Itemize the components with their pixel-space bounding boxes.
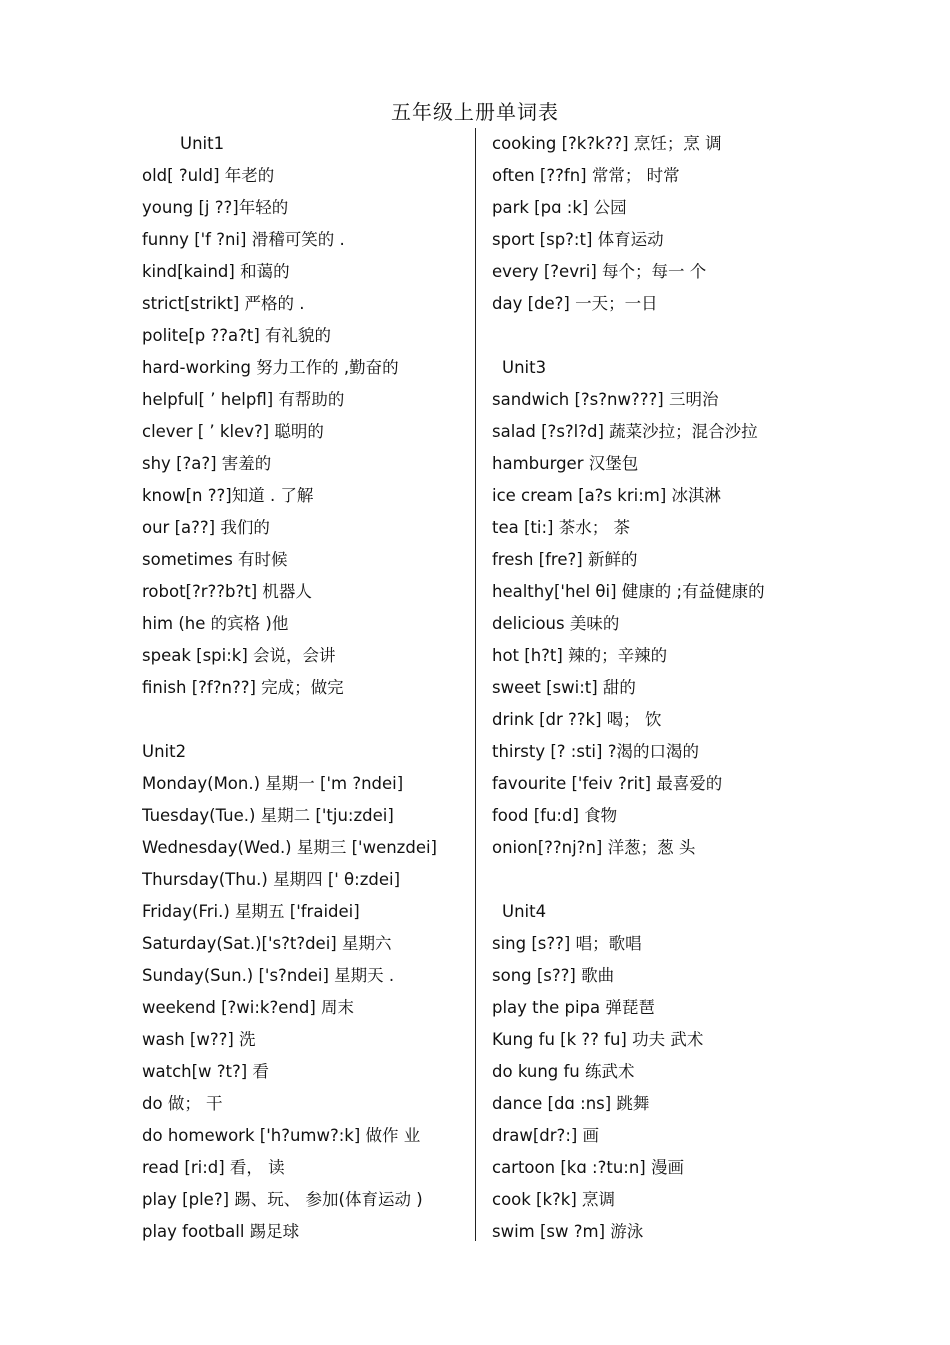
vocab-line: speak [spi:k] 会说，会讲 [142, 646, 336, 665]
vocab-line: ice cream [a?s kri:m] 冰淇淋 [492, 486, 722, 505]
vocab-line: favourite ['feiv ?rit] 最喜爱的 [492, 774, 723, 793]
blank-line [142, 704, 472, 736]
vocab-line: do 做； 干 [142, 1094, 223, 1113]
vocab-line: Sunday(Sun.) ['s?ndei] 星期天 . [142, 966, 395, 985]
vocab-line: tea [ti:] 茶水； 茶 [492, 518, 630, 537]
vocab-line: read [ri:d] 看， 读 [142, 1158, 285, 1177]
vocab-line: sandwich [?s?nw???] 三明治 [492, 390, 719, 409]
vocab-line: hot [h?t] 辣的；辛辣的 [492, 646, 668, 665]
unit-heading: Unit4 [502, 902, 547, 921]
vocab-line: salad [?s?l?d] 蔬菜沙拉；混合沙拉 [492, 422, 758, 441]
vocab-line: cooking [?k?k??] 烹饪；烹 调 [492, 134, 722, 153]
vocab-line: play football 踢足球 [142, 1222, 300, 1241]
vocab-line: Wednesday(Wed.) 星期三 ['wenzdei] [142, 838, 437, 857]
vocab-line: weekend [?wi:k?end] 周末 [142, 998, 355, 1017]
vocab-line: Saturday(Sat.)['s?t?dei] 星期六 [142, 934, 392, 953]
vocab-line: wash [w??] 洗 [142, 1030, 256, 1049]
vocab-line: draw[dr?:] 画 [492, 1126, 600, 1145]
vocab-line: watch[w ?t?] 看 [142, 1062, 269, 1081]
vocab-line: drink [dr ??k] 喝； 饮 [492, 710, 662, 729]
vocab-line: every [?evri] 每个；每一 个 [492, 262, 707, 281]
vocab-line: helpful[ ’ helpfl] 有帮助的 [142, 390, 345, 409]
vocab-line: Thursday(Thu.) 星期四 [' θ:zdei] [142, 870, 401, 889]
vocab-line: cook [k?k] 烹调 [492, 1190, 616, 1209]
vocab-line: sing [s??] 唱；歌唱 [492, 934, 642, 953]
vocab-line: park [pɑ :k] 公园 [492, 198, 627, 217]
vocab-line: thirsty [? :sti] ?渴的口渴的 [492, 742, 699, 761]
vocab-line: food [fu:d] 食物 [492, 806, 618, 825]
vocab-line: funny ['f ?ni] 滑稽可笑的 . [142, 230, 345, 249]
vocab-line: young [j ??]年轻的 [142, 198, 289, 217]
vocab-line: know[n ??]知道 . 了解 [142, 486, 314, 505]
vocab-line: kind[kaind] 和蔼的 [142, 262, 290, 281]
vocab-line: dance [dɑ :ns] 跳舞 [492, 1094, 650, 1113]
vocab-line: sweet [swi:t] 甜的 [492, 678, 636, 697]
vocab-line: robot[?r??b?t] 机器人 [142, 582, 312, 601]
vocab-line: onion[??nj?n] 洋葱；葱 头 [492, 838, 696, 857]
unit-heading: Unit2 [142, 742, 187, 761]
vocab-line: cartoon [kɑ :?tu:n] 漫画 [492, 1158, 684, 1177]
vocab-line: shy [?a?] 害羞的 [142, 454, 272, 473]
vocab-line: sport [sp?:t] 体育运动 [492, 230, 664, 249]
vocab-line: Kung fu [k ?? fu] 功夫 武术 [492, 1030, 704, 1049]
left-column [142, 128, 472, 1248]
vocab-line: him (he 的宾格 )他 [142, 614, 289, 633]
vocab-line: swim [sw ?m] 游泳 [492, 1222, 644, 1241]
vocab-line: hard-working 努力工作的 ,勤奋的 [142, 358, 399, 377]
vocab-line: play the pipa 弹琵琶 [492, 998, 655, 1017]
vocab-line: play [ple?] 踢、玩、 参加(体育运动 ) [142, 1190, 423, 1209]
vocab-line: hamburger 汉堡包 [492, 454, 639, 473]
vocab-line: day [de?] 一天；一日 [492, 294, 658, 313]
vocab-line: our [a??] 我们的 [142, 518, 270, 537]
right-column [492, 128, 892, 1248]
blank-line [492, 320, 892, 352]
vocab-line: finish [?f?n??] 完成；做完 [142, 678, 344, 697]
vocab-line: do homework ['h?umw?:k] 做作 业 [142, 1126, 421, 1145]
unit-heading: Unit1 [180, 134, 225, 153]
vocab-line: Friday(Fri.) 星期五 ['fraidei] [142, 902, 360, 921]
column-divider [475, 128, 476, 1241]
vocab-line: delicious 美味的 [492, 614, 620, 633]
vocab-line: healthy['hel θi] 健康的 ;有益健康的 [492, 582, 765, 601]
vocab-line: Monday(Mon.) 星期一 ['m ?ndei] [142, 774, 404, 793]
page-title: 五年级上册单词表 [391, 100, 559, 124]
vocab-line: clever [ ’ klev?] 聪明的 [142, 422, 324, 441]
vocab-line: sometimes 有时候 [142, 550, 288, 569]
vocab-line: fresh [fre?] 新鲜的 [492, 550, 638, 569]
vocab-line: strict[strikt] 严格的 . [142, 294, 305, 313]
vocab-line: polite[p ??a?t] 有礼貌的 [142, 326, 332, 345]
vocab-line: Tuesday(Tue.) 星期二 ['tju:zdei] [142, 806, 394, 825]
vocab-line: often [??fn] 常常； 时常 [492, 166, 680, 185]
unit-heading: Unit3 [502, 358, 547, 377]
vocab-line: song [s??] 歌曲 [492, 966, 615, 985]
vocab-line: old[ ?uld] 年老的 [142, 166, 275, 185]
vocab-line: do kung fu 练武术 [492, 1062, 635, 1081]
blank-line [492, 864, 892, 896]
